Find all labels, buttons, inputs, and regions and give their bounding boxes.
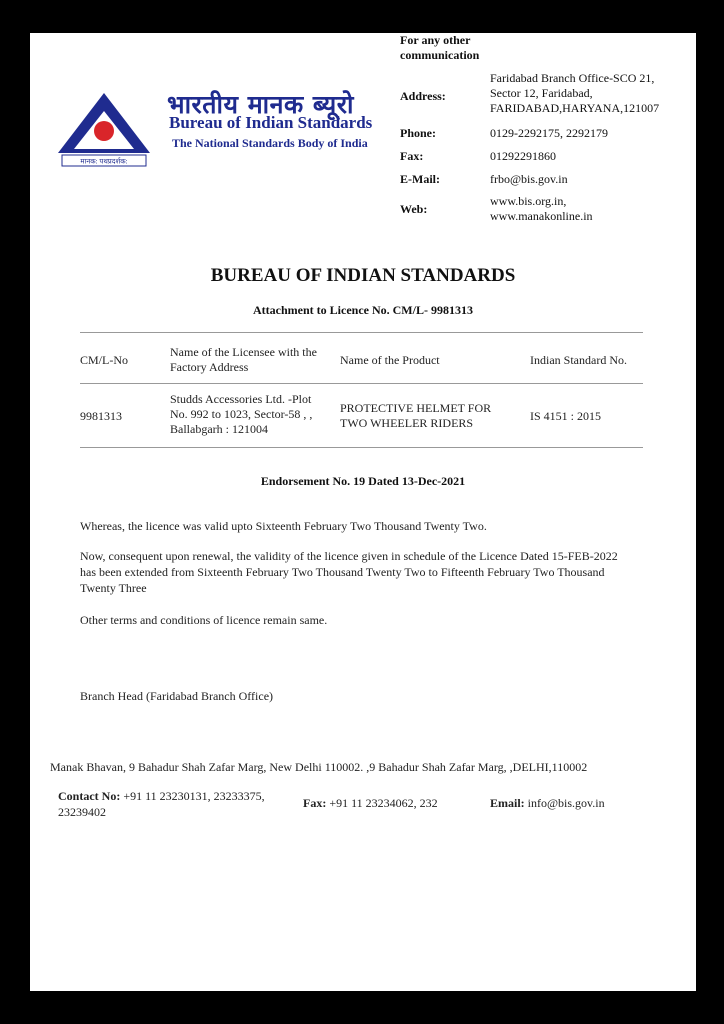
paragraph-validity: Whereas, the licence was valid upto Sixteenth February Two Thousand Twenty Two. bbox=[80, 519, 487, 533]
product-line-1: PROTECTIVE HELMET FOR bbox=[340, 401, 492, 415]
licensee-line-2: No. 992 to 1023, Sector-58 , , bbox=[170, 407, 313, 421]
footer-email-value: info@bis.gov.in bbox=[527, 796, 605, 810]
row-standard-no: IS 4151 : 2015 bbox=[530, 409, 602, 423]
bis-logo-icon bbox=[56, 91, 152, 169]
footer-contact-value: +91 11 23230131, 23233375, 23239402 bbox=[58, 789, 265, 819]
email-value: frbo@bis.gov.in bbox=[490, 172, 568, 186]
header-product: Name of the Product bbox=[340, 353, 440, 367]
header-licensee: Name of the Licensee with the Factory Address bbox=[170, 345, 317, 374]
paragraph-renewal: Now, consequent upon renewal, the validity of the licence given in schedule of the Licence Dated 15-FEB-2022 has been extended from Sixteenth February Two Thousand Twenty Two to Fifteenth February Two Thousand Twenty Three bbox=[80, 549, 618, 595]
footer-email-label: Email: bbox=[490, 796, 525, 810]
phone-value: 0129-2292175, 2292179 bbox=[490, 126, 608, 140]
header-standard-no: Indian Standard No. bbox=[530, 353, 627, 367]
web-line-2: www.manakonline.in bbox=[490, 209, 593, 223]
logo-tagline: The National Standards Body of India bbox=[172, 136, 368, 150]
logo-hindi-name: भारतीय मानक ब्यूरो bbox=[167, 90, 354, 119]
footer-contact-label: Contact No: bbox=[58, 789, 121, 803]
address-line-2: Sector 12, Faridabad, bbox=[490, 86, 593, 100]
web-label: Web: bbox=[400, 202, 428, 216]
footer-contact bbox=[58, 788, 283, 820]
address-line-1: Faridabad Branch Office-SCO 21, bbox=[490, 71, 655, 85]
row-product bbox=[340, 401, 491, 431]
web-line-1: www.bis.org.in, bbox=[490, 194, 567, 208]
product-line-2: TWO WHEELER RIDERS bbox=[340, 416, 474, 430]
paragraph-terms: Other terms and conditions of licence remain same. bbox=[80, 613, 328, 627]
row-cml-no: 9981313 bbox=[80, 409, 122, 423]
header-cml-no: CM/L-No bbox=[80, 353, 128, 367]
licensee-line-1: Studds Accessories Ltd. -Plot bbox=[170, 392, 312, 406]
footer-email bbox=[490, 796, 605, 811]
attachment-licence-number: Attachment to Licence No. CM/L- 9981313 bbox=[253, 303, 473, 317]
document-title: BUREAU OF INDIAN STANDARDS bbox=[210, 265, 516, 286]
signatory: Branch Head (Faridabad Branch Office) bbox=[80, 689, 274, 703]
fax-label: Fax: bbox=[400, 149, 424, 163]
footer-address: Manak Bhavan, 9 Bahadur Shah Zafar Marg, New Delhi 110002. ,9 Bahadur Shah Zafar Marg, ,DELHI,110002 bbox=[50, 760, 588, 774]
table-top-rule bbox=[80, 332, 643, 333]
logo-small-text: मानक: पथप्रदर्शक: bbox=[80, 157, 128, 166]
phone-label: Phone: bbox=[400, 126, 436, 140]
address-value bbox=[490, 71, 659, 116]
footer-fax-label: Fax: bbox=[303, 796, 327, 810]
email-label: E-Mail: bbox=[400, 172, 440, 186]
endorsement-heading: Endorsement No. 19 Dated 13-Dec-2021 bbox=[260, 474, 466, 488]
logo-english-name: Bureau of Indian Standards bbox=[169, 113, 373, 132]
address-label: Address: bbox=[400, 89, 446, 103]
document-page bbox=[30, 33, 696, 991]
web-value bbox=[490, 194, 593, 224]
address-line-3: FARIDABAD,HARYANA,121007 bbox=[490, 101, 660, 115]
footer-fax bbox=[303, 796, 438, 811]
table-bottom-rule bbox=[80, 447, 643, 448]
fax-value: 01292291860 bbox=[490, 149, 556, 163]
table-header-rule bbox=[80, 383, 643, 384]
contact-heading: For any other communication bbox=[400, 33, 480, 62]
licensee-line-3: Ballabgarh : 121004 bbox=[170, 422, 268, 436]
row-licensee bbox=[170, 392, 312, 437]
footer-fax-value: +91 11 23234062, 232 bbox=[329, 796, 438, 810]
